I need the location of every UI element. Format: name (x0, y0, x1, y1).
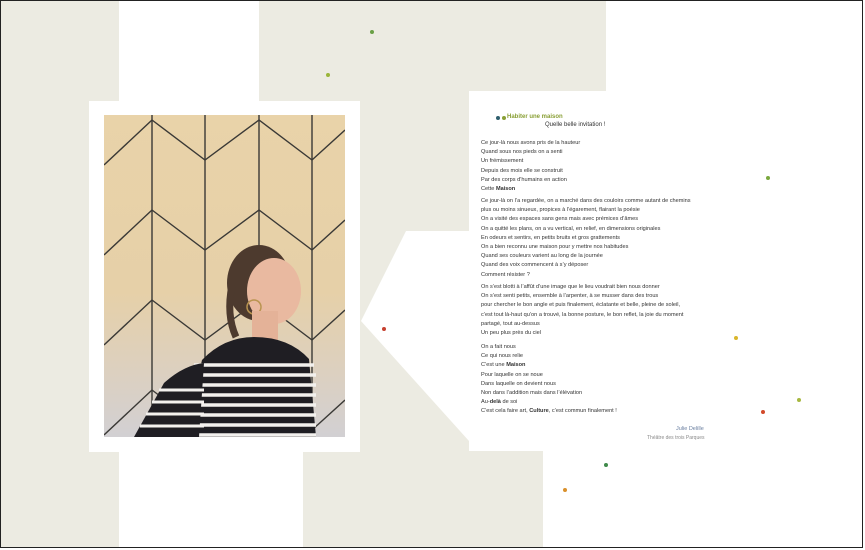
text-line: Au-delà de soi (481, 399, 518, 406)
text-line: Pour laquelle on se noue (481, 371, 543, 378)
signature-name: Julie Delille (676, 426, 704, 432)
decor-dot-red (382, 327, 386, 331)
decor-dot-green (766, 176, 770, 180)
text-line: Quand ses couleurs varient au long de la journée (481, 253, 603, 260)
photo-card (89, 101, 360, 452)
text-line: En odeurs et sentirs, en petits bruits et gros grattements (481, 234, 620, 241)
text-line: Ce qui nous relie (481, 353, 523, 360)
signature-organization: Théâtre des trois Parques (647, 435, 705, 441)
text-line: Un peu plus près du ciel (481, 330, 542, 337)
text-line: Par des corps d’humains en action (481, 176, 567, 183)
text-line: Ce jour-là on l’a regardée, on a marché dans des couloirs comme autant de chemins (481, 198, 691, 204)
background-block-bottom (303, 441, 543, 548)
decor-dot-green (604, 463, 608, 467)
text-line: Comment résister ? (481, 271, 530, 278)
paragraph-1 (481, 139, 709, 194)
text-line: On a quitté les plans, on a vu vertical, en relief, en dimensions originales (481, 225, 661, 232)
decor-dot-lime (797, 398, 801, 402)
text-line: Un frémissement (481, 158, 524, 165)
text-line: pour chercher le bon angle et puis finalement, éclatante et belle, pleine de soleil, (481, 302, 681, 309)
text-line: Dans laquelle on devient nous (481, 380, 556, 387)
text-line: Non dans l’addition mais dans l’élévation (481, 390, 583, 397)
paragraph-4 (481, 343, 709, 417)
text-line: On s’est senti petits, ensemble à l’arpenter, à se musser dans des trous (481, 293, 659, 300)
article-heading: Habiter une maison (507, 114, 563, 120)
text-line: partagé, tout au-dessus (481, 320, 540, 327)
portrait-illustration (104, 115, 345, 437)
text-line: C’est cela faire art, Culture, c’est commun finalement ! (481, 408, 617, 415)
text-line: c’est tout là-haut qu’on a trouvé, la bonne posture, le bon reflet, la joie du moment (481, 311, 684, 318)
paragraph-2 (481, 197, 709, 280)
decor-dot-red (761, 410, 765, 414)
decor-dot-green (370, 30, 374, 34)
decor-dot-lime (326, 73, 330, 77)
text-line: On a fait nous (481, 344, 516, 350)
text-line: plus ou moins sinueux, propices à l’égarement, flairant la poésie (481, 207, 640, 214)
paragraph-3 (481, 283, 709, 338)
text-line: Quand des voix commencent à s’y déposer (481, 262, 589, 269)
heading-dots-icon (495, 115, 507, 121)
article-subheading: Quelle belle invitation ! (545, 122, 606, 128)
portrait-photo (104, 115, 345, 437)
text-line: On a bien reconnu une maison pour y mettre nos habitudes (481, 244, 629, 251)
text-line: Quand sous nos pieds on a senti (481, 149, 563, 156)
text-line: On s’est blotti à l’affût d’une image que le lieu voudrait bien nous donner (481, 284, 660, 290)
text-line: Cette Maison (481, 186, 516, 193)
decor-dot-yellow (734, 336, 738, 340)
text-line: On a visité des espaces sans gens mais avec prémices d’âmes (481, 216, 639, 223)
text-line: Depuis des mois elle se construit (481, 167, 563, 174)
text-line: Ce jour-là nous avons pris de la hauteur (481, 140, 581, 146)
text-card (469, 91, 717, 451)
text-line: C’est une Maison (481, 362, 526, 369)
decor-dot-orange (563, 488, 567, 492)
